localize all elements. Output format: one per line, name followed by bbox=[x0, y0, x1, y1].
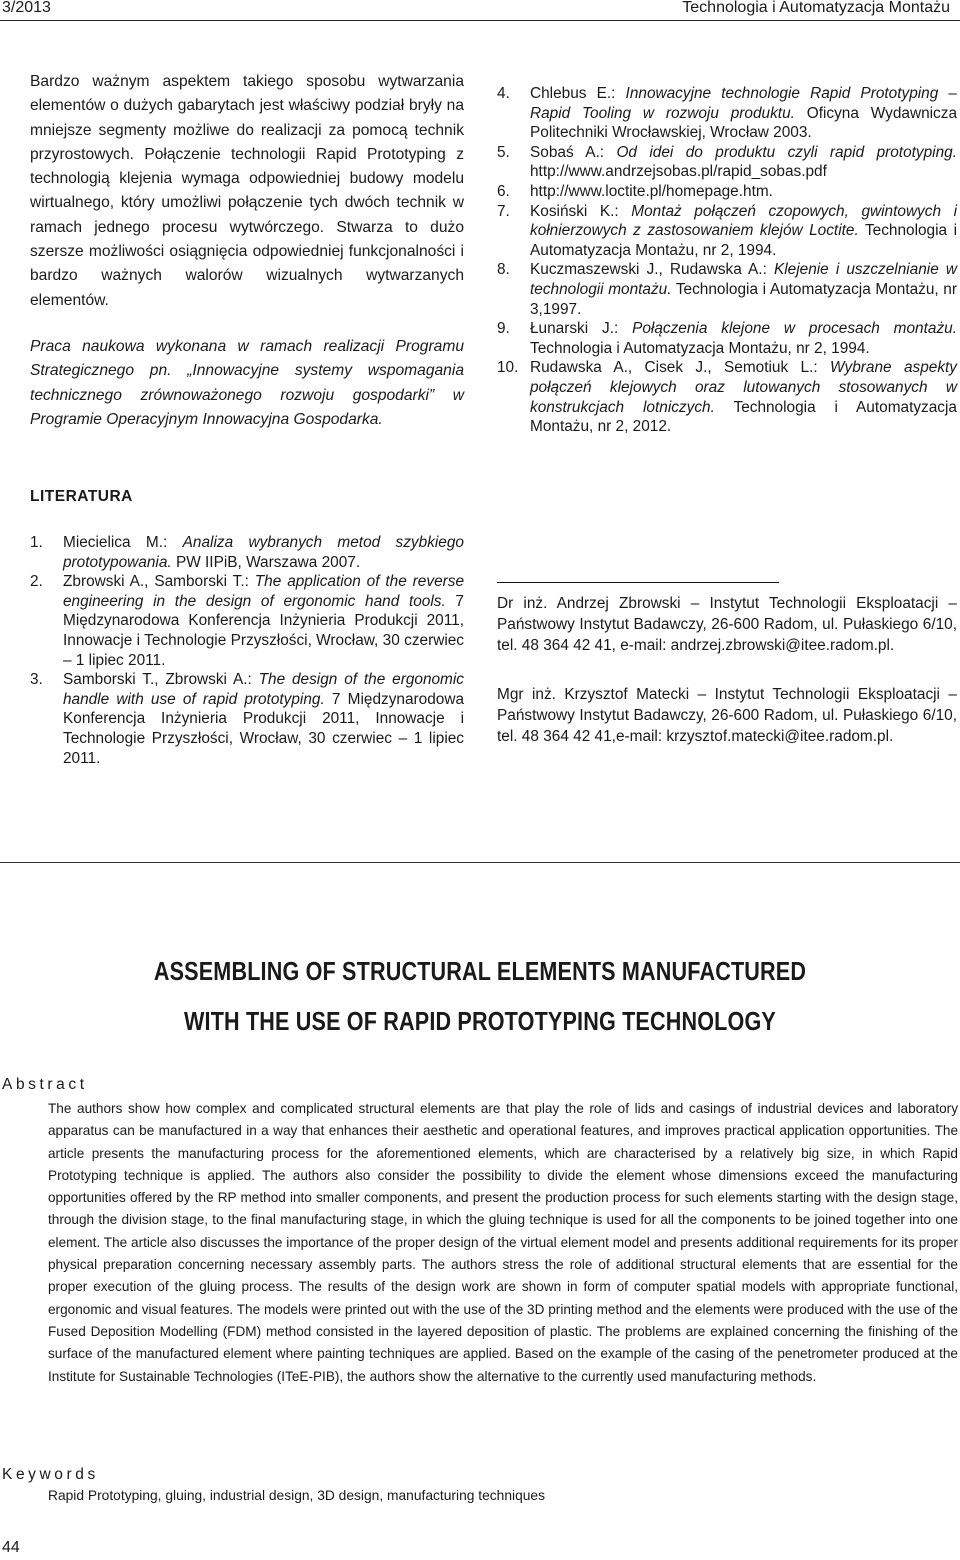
reference-details: PW IIPiB, Warszawa 2007. bbox=[171, 553, 361, 571]
reference-number: 9. bbox=[497, 320, 510, 338]
reference-details: http://www.andrzejsobas.pl/rapid_sobas.pdf bbox=[530, 163, 827, 181]
journal-name: Technologia i Automatyzacja Montażu bbox=[682, 0, 950, 16]
reference-number: 8. bbox=[497, 261, 510, 279]
reference-author: Samborski T., Zbrowski A.: bbox=[63, 671, 259, 689]
reference-number: 7. bbox=[497, 202, 510, 220]
affiliation-divider bbox=[497, 582, 779, 583]
reference-item bbox=[497, 202, 957, 261]
author-affiliation-1: Dr inż. Andrzej Zbrowski – Instytut Technologii Eksploatacji – Państwowy Instytut Badawczy, 26-600 Radom, ul. Pułaskiego 6/10, tel. 48 364 42 41, e-mail: andrzej.zbrowski@itee.radom.pl. bbox=[497, 595, 957, 654]
page-header bbox=[0, 0, 960, 22]
reference-title: Połączenia klejone w procesach montażu. bbox=[632, 320, 957, 338]
reference-details: Technologia i Automatyzacja Montażu, nr 2, 1994. bbox=[530, 222, 957, 259]
reference-details: Technologia i Automatyzacja Montażu, nr 2, 1994. bbox=[530, 339, 870, 357]
reference-author: Kuczmaszewski J., Rudawska A.: bbox=[530, 261, 774, 279]
reference-details: Technologia i Automatyzacja Montażu, nr 2, 2012. bbox=[530, 398, 957, 436]
reference-number: 3. bbox=[30, 671, 43, 689]
reference-item bbox=[30, 572, 464, 670]
reference-title: Wybrane aspekty połączeń klejowych oraz lutowanych stosowanych w konstrukcjach lotniczych. bbox=[530, 359, 958, 416]
author-affiliation-2: Mgr inż. Krzysztof Matecki – Instytut Technologii Eksploatacji – Państwowy Instytut Badawczy, 26-600 Radom, ul. Pułaskiego 6/10, tel. 48 364 42 41,e-mail: krzysztof.matecki@itee.radom.pl. bbox=[497, 686, 957, 745]
reference-details: http://www.loctite.pl/homepage.htm. bbox=[530, 182, 773, 200]
abstract-text: The authors show how complex and complicated structural elements are that play the role of lids and casings of industrial devices and laboratory apparatus can be manufactured in a way that enhances their aesthetic and operational features, and improves practical application opportunities. The article presents the manufacturing process for the aforementioned elements, which are characterised by a relatively big size, in which Rapid Prototyping technique is applied. The authors also consider the possibility to divide the element whose dimensions exceed the manufacturing opportunities offered by the RP method into smaller components, and present the production process for such elements starting with the design stage, through the division stage, to the final manufacturing stage, in which the gluing technique is used for all the components to be joined together into one element. The article also discusses the importance of the proper design of the virtual element model and presents additional requirements for its proper physical preparation concerning necessary assembly parts. The authors stress the role of additional structural elements that are essential for the proper execution of the gluing process. The results of the design work are shown in form of computer spatial models with appropriate functional, ergonomic and visual features. The models were printed out with the use of the 3D printing method and the elements were produced with the use of the Fused Deposition Modelling (FDM) method consisted in the layered deposition of plastic. The problems are explained concerning the finishing of the surface of the manufactured element where painting techniques are applied. Based on the example of the casing of the penetrometer produced at the Institute for Sustainable Technologies (ITeE-PIB), the authors show the alternative to the currently used manufacturing methods. bbox=[48, 1101, 958, 1384]
english-title-line-2: WITH THE USE OF RAPID PROTOTYPING TECHNOLOGY bbox=[184, 1006, 776, 1036]
left-column-body bbox=[30, 70, 464, 432]
reference-title: Od idei do produktu czyli rapid prototyping. bbox=[616, 143, 957, 161]
funding-note: Praca naukowa wykonana w ramach realizacji Programu Strategicznego pn. „Innowacyjne systemy wspomagania technicznego zrównoważonego rozwoju gospodarki” w Programie Operacyjnym Innowacyjna Gospodarka. bbox=[30, 337, 464, 428]
keywords-label: Keywords bbox=[2, 1466, 99, 1483]
reference-item bbox=[30, 533, 464, 572]
reference-item bbox=[497, 260, 957, 319]
keywords-text: Rapid Prototyping, gluing, industrial design, 3D design, manufacturing techniques bbox=[48, 1488, 545, 1503]
reference-author: Sobaś A.: bbox=[530, 143, 617, 161]
reference-item bbox=[497, 182, 957, 202]
reference-author: Chlebus E.: bbox=[530, 85, 626, 102]
abstract-label: Abstract bbox=[2, 1076, 88, 1093]
reference-item bbox=[30, 670, 464, 768]
body-paragraph: Bardzo ważnym aspektem takiego sposobu wytwarzania elementów o dużych gabarytach jest właściwy podział bryły na mniejsze segmenty możliwe do realizacji za pomocą technik przyrostowych. Połączenie technologii Rapid Prototyping z technologią klejenia wymaga odpowiedniej budowy modelu wirtualnego, który umożliwi połączenie tych dwóch technik w ramach jednego procesu wytwórczego. Stwarza to dużo szersze możliwości osiągnięcia odpowiedniej funkcjonalności i bardzo ważnych walorów wizualnych wytwarzanych elementów. bbox=[30, 73, 464, 309]
header-divider bbox=[0, 20, 960, 21]
reference-author: Kosiński K.: bbox=[530, 202, 632, 220]
reference-list-left bbox=[30, 533, 464, 768]
reference-number: 10. bbox=[497, 359, 519, 377]
issue-number: 3/2013 bbox=[2, 0, 51, 16]
reference-item bbox=[497, 319, 957, 358]
reference-author: Zbrowski A., Samborski T.: bbox=[63, 573, 255, 591]
reference-author: Miecielica M.: bbox=[63, 534, 183, 551]
reference-number: 5. bbox=[497, 143, 510, 161]
reference-title: Innowacyjne technologie Rapid Prototyping – Rapid Tooling w rozwoju produktu. bbox=[530, 85, 957, 122]
reference-number: 2. bbox=[30, 573, 43, 591]
reference-number: 6. bbox=[497, 182, 510, 200]
reference-author: Rudawska A., Cisek J., Semotiuk L.: bbox=[530, 359, 831, 377]
reference-item bbox=[497, 358, 957, 436]
reference-details: Oficyna Wydawnicza Politechniki Wrocławskiej, Wrocław 2003. bbox=[530, 104, 958, 142]
literature-heading: LITERATURA bbox=[30, 488, 133, 505]
reference-details: 7 Międzynarodowa Konferencja Inżynieria Produkcji 2011, Innowacje i Technologie Przyszłości, Wrocław, 30 czerwiec – 1 lipiec 2011. bbox=[63, 592, 464, 669]
references-right bbox=[497, 84, 957, 437]
reference-details: 7 Międzynarodowa Konferencja Inżynieria Produkcji 2011, Innowacje i Technologie Przyszłości, Wrocław, 30 czerwiec – 1 lipiec 2011. bbox=[63, 690, 464, 767]
reference-number: 4. bbox=[497, 85, 510, 102]
reference-details: Technologia i Automatyzacja Montażu, nr 3,1997. bbox=[530, 280, 957, 318]
reference-title: The application of the reverse engineering in the design of ergonomic hand tools. bbox=[63, 573, 465, 610]
reference-author: Łunarski J.: bbox=[530, 320, 633, 338]
reference-item bbox=[497, 143, 957, 182]
reference-title: Klejenie i uszczelnianie w technologii montażu. bbox=[530, 261, 957, 298]
references-left bbox=[30, 533, 464, 768]
english-title-line-1: ASSEMBLING OF STRUCTURAL ELEMENTS MANUFACTURED bbox=[153, 956, 807, 986]
reference-list-right bbox=[497, 84, 957, 437]
reference-title: Montaż połączeń czopowych, gwintowych i kołnierzowych z zastosowaniem klejów Loctite. bbox=[530, 202, 957, 240]
page-number: 44 bbox=[2, 1539, 20, 1556]
reference-item bbox=[497, 84, 957, 143]
reference-title: The design of the ergonomic handle with use of rapid prototyping. bbox=[63, 671, 464, 708]
reference-number: 1. bbox=[30, 534, 43, 551]
reference-title: Analiza wybranych metod szybkiego prototypowania. bbox=[63, 534, 464, 571]
section-divider bbox=[0, 862, 960, 863]
